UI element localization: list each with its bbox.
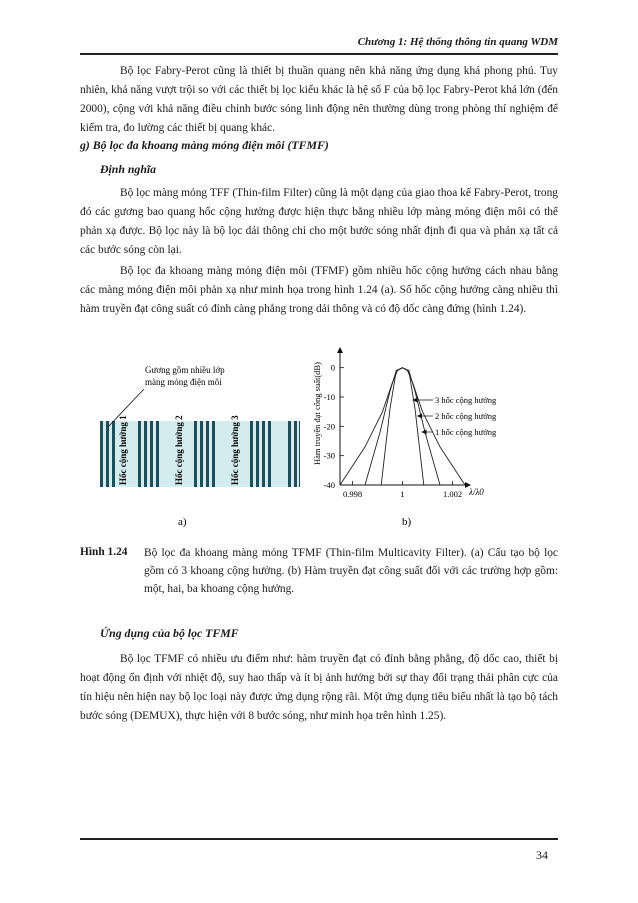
cavity-label-3: Hốc cộng hưởng 3 xyxy=(230,415,240,485)
y-tick-label: -20 xyxy=(323,421,335,432)
legend-arrowhead xyxy=(422,430,427,435)
sublabel-a: a) xyxy=(178,516,187,528)
figure-caption-label: Hình 1.24 xyxy=(80,546,128,558)
x-tick-label: 1 xyxy=(400,489,405,499)
y-tick-label: -40 xyxy=(323,480,335,490)
mirror-annotation-line2: màng mỏng điện môi xyxy=(145,377,222,387)
paragraph-tfmf-description: Bộ lọc đa khoang màng mỏng điện môi (TFMF) gồm nhiều hốc cộng hưởng cách nhau bằng các màng mỏng điện môi phản xạ như minh họa trong hình 1.24 (a). Số hốc cộng hưởng càng nhiều thì hàm truyền đạt công suất có đỉnh càng phẳng trong dải thông và có độ dốc càng đứng (hình 1.24). xyxy=(80,265,558,315)
legend-label: 1 hốc cộng hưởng xyxy=(435,427,497,437)
paragraph-tff-definition: Bộ lọc màng mỏng TFF (Thin-film Filter) cũng là một dạng của giao thoa kế Fabry-Perot, trong đó các gương bao quang hốc cộng hưởng được hiện thực bằng nhiều lớp màng mỏng điện môi có thể phản xạ được. Bộ lọc này là bộ lọc dải thông chỉ cho một bước sóng nhất định đi qua và phản xạ tất cả các bước sóng còn lại. xyxy=(80,187,558,256)
mirror-stack-1 xyxy=(100,421,115,487)
section-heading-tfmf: g) Bộ lọc đa khoang màng mỏng điện môi (TFMF) xyxy=(80,138,329,152)
page-number: 34 xyxy=(536,848,548,862)
cavity-label-2: Hốc cộng hưởng 2 xyxy=(174,415,184,485)
paragraph-fabry-perot: Bộ lọc Fabry-Perot cũng là thiết bị thuần quang nên khả năng ứng dụng khá phong phú. Tuy nhiên, khả năng vượt trội so với các thiết bị lọc kiểu khác là hệ số F của bộ lọc Fabry-Perot khá lớn (đến 2000), cộng với khả năng điều chỉnh bước sóng linh động nên thường dùng trong phòng thí nghiệm để kiểm tra, đo lường các thiết bị quang khác. xyxy=(80,65,558,134)
x-tick-label: 0.998 xyxy=(342,489,363,499)
cavity-label-1: Hốc cộng hưởng 1 xyxy=(118,415,128,485)
subheading-definition: Định nghĩa xyxy=(100,162,157,176)
y-tick-label: -10 xyxy=(323,392,335,402)
figure-1-24 xyxy=(100,345,530,530)
figure-caption-text: Bộ lọc đa khoang màng mỏng TFMF (Thin-film Multicavity Filter). (a) Cấu tạo bộ lọc gồm có 3 khoang cộng hưởng. (b) Hàm truyền đạt công suất đối với các trường hợp gồm: một, hai, ba khoang cộng hưởng. xyxy=(144,547,558,595)
sublabel-b: b) xyxy=(402,516,412,528)
transfer-function-chart xyxy=(312,347,497,528)
y-tick-label: -30 xyxy=(323,450,335,461)
header-rule xyxy=(80,53,558,55)
subheading-application: Ứng dụng của bộ lọc TFMF xyxy=(100,626,239,640)
cavity-structure-diagram xyxy=(100,365,300,528)
legend-label: 2 hốc cộng hưởng xyxy=(435,411,497,421)
y-axis-arrow xyxy=(337,347,343,353)
series-line-2 xyxy=(365,368,440,485)
y-tick-label: 0 xyxy=(330,362,335,373)
figure-svg xyxy=(100,345,530,530)
chapter-title: Chương 1: Hệ thống thông tin quang WDM xyxy=(357,36,558,48)
legend-arrowhead xyxy=(417,414,422,419)
legend-label: 3 hốc cộng hưởng xyxy=(435,395,497,405)
mirror-annotation-line1: Gương gồm nhiều lớp xyxy=(145,365,225,375)
series-line-3 xyxy=(381,368,424,485)
chart-y-axis-label: Hàm truyền đạt công suất(dB) xyxy=(312,362,322,465)
x-tick-label: 1.002 xyxy=(442,489,463,499)
paragraph-tfmf-application: Bộ lọc TFMF có nhiều ưu điểm như: hàm truyền đạt có đỉnh bằng phẳng, độ dốc cao, thiết bị hoạt động ổn định với nhiệt độ, suy hao thấp và ít bị ảnh hưởng bởi sự thay đổi trạng thái phân cực của tín hiệu nên hiện nay bộ lọc loại này được ứng dụng rộng rãi. Một ứng dụng tiêu biểu nhất là tạo bộ tách bước sóng (DEMUX), thực hiện với 8 bước sóng, như minh họa trên hình 1.25). xyxy=(80,653,558,722)
footer-rule xyxy=(80,838,558,840)
x-axis-label: λ/λ0 xyxy=(469,487,484,497)
